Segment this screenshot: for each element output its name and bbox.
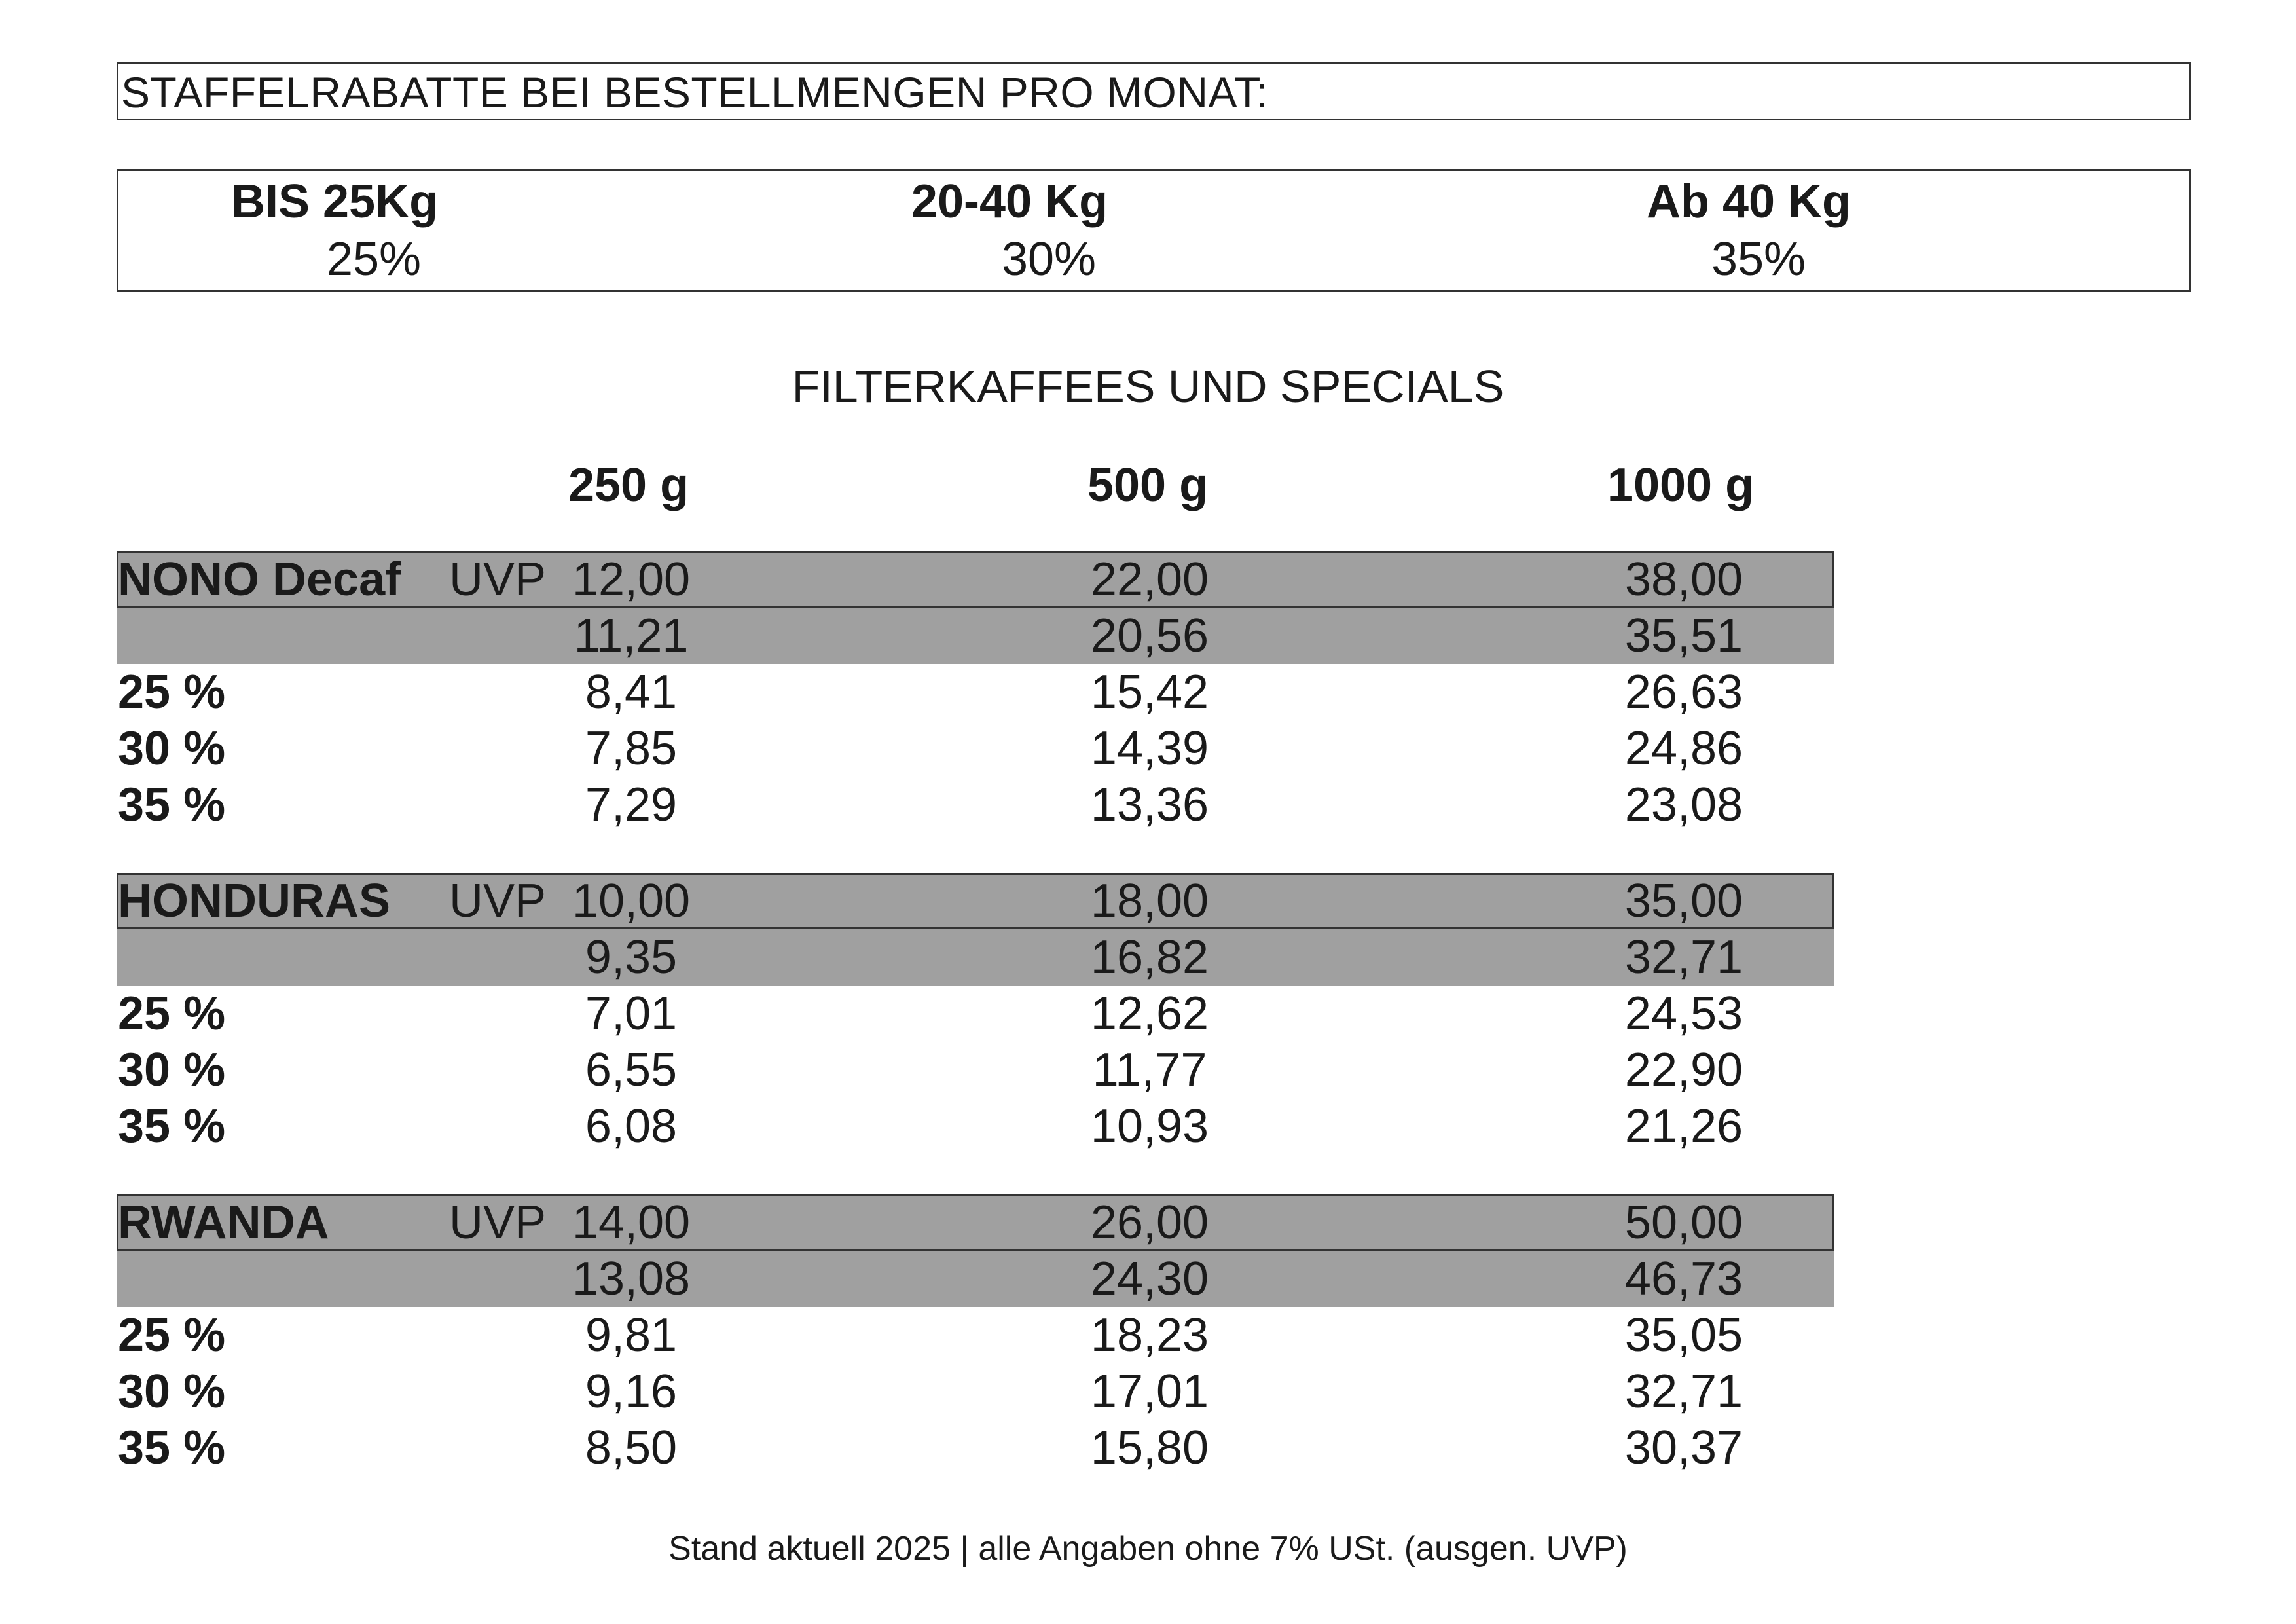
uvp-price: 38,00 xyxy=(1624,553,1743,606)
discount-price: 32,71 xyxy=(1624,1365,1743,1418)
discount-price: 17,01 xyxy=(1090,1365,1209,1418)
column-header: 250 g xyxy=(568,459,689,511)
headline: STAFFELRABATTE BEI BESTELLMENGEN PRO MONAT: xyxy=(121,68,1269,117)
discount-label: 35 % xyxy=(118,1100,226,1153)
uvp-price: 14,00 xyxy=(572,1196,691,1249)
discount-price: 8,41 xyxy=(585,666,678,718)
uvp-price: 50,00 xyxy=(1624,1196,1743,1249)
section-title: FILTERKAFFEES UND SPECIALS xyxy=(792,361,1504,412)
discount-label: 30 % xyxy=(118,1365,226,1418)
discount-price: 7,29 xyxy=(585,779,678,831)
tier-percent: 30% xyxy=(1001,233,1097,286)
net-price: 24,30 xyxy=(1090,1253,1209,1305)
discount-price: 30,37 xyxy=(1624,1422,1743,1474)
discount-price: 11,77 xyxy=(1092,1044,1207,1096)
product-name: RWANDA xyxy=(118,1196,329,1249)
discount-label: 30 % xyxy=(118,722,226,775)
uvp-label: UVP xyxy=(449,1196,547,1249)
tier-percent: 35% xyxy=(1711,233,1806,286)
discount-price: 7,01 xyxy=(585,987,678,1040)
discount-price: 6,55 xyxy=(585,1044,678,1096)
discount-price: 8,50 xyxy=(585,1422,678,1474)
net-price: 20,56 xyxy=(1090,610,1209,662)
tier-label: BIS 25Kg xyxy=(230,175,439,228)
uvp-price: 12,00 xyxy=(572,553,691,606)
net-price: 11,21 xyxy=(574,610,689,662)
uvp-label: UVP xyxy=(449,875,547,927)
discount-price: 7,85 xyxy=(585,722,678,775)
tier-percent: 25% xyxy=(326,233,422,286)
discount-price: 9,81 xyxy=(585,1309,678,1361)
discount-label: 30 % xyxy=(118,1044,226,1096)
discount-price: 9,16 xyxy=(585,1365,678,1418)
discount-label: 35 % xyxy=(118,1422,226,1474)
discount-price: 12,62 xyxy=(1090,987,1209,1040)
discount-price: 13,36 xyxy=(1090,779,1209,831)
uvp-price: 22,00 xyxy=(1090,553,1209,606)
product-name: HONDURAS xyxy=(118,875,391,927)
tier-label: 20-40 Kg xyxy=(911,175,1108,228)
discount-tiers xyxy=(117,169,2191,292)
net-price: 35,51 xyxy=(1624,610,1743,662)
discount-price: 24,86 xyxy=(1624,722,1743,775)
uvp-label: UVP xyxy=(449,553,547,606)
discount-price: 24,53 xyxy=(1624,987,1743,1040)
tier-label: Ab 40 Kg xyxy=(1646,175,1851,228)
net-price: 32,71 xyxy=(1624,931,1743,984)
uvp-price: 35,00 xyxy=(1624,875,1743,927)
discount-price: 21,26 xyxy=(1624,1100,1743,1153)
discount-price: 35,05 xyxy=(1624,1309,1743,1361)
discount-label: 25 % xyxy=(118,987,226,1040)
discount-price: 26,63 xyxy=(1624,666,1743,718)
discount-price: 10,93 xyxy=(1090,1100,1209,1153)
uvp-price: 26,00 xyxy=(1090,1196,1209,1249)
uvp-price: 18,00 xyxy=(1090,875,1209,927)
headline-box xyxy=(117,62,2191,120)
discount-label: 35 % xyxy=(118,779,226,831)
discount-label: 25 % xyxy=(118,666,226,718)
discount-price: 22,90 xyxy=(1624,1044,1743,1096)
column-header: 1000 g xyxy=(1607,459,1755,511)
discount-label: 25 % xyxy=(118,1309,226,1361)
net-price: 9,35 xyxy=(585,931,678,984)
column-header: 500 g xyxy=(1087,459,1209,511)
net-price: 13,08 xyxy=(572,1253,691,1305)
discount-price: 14,39 xyxy=(1090,722,1209,775)
discount-price: 15,42 xyxy=(1090,666,1209,718)
discount-price: 6,08 xyxy=(585,1100,678,1153)
net-price: 46,73 xyxy=(1624,1253,1743,1305)
discount-price: 15,80 xyxy=(1090,1422,1209,1474)
net-price: 16,82 xyxy=(1090,931,1209,984)
product-name: NONO Decaf xyxy=(118,553,401,606)
discount-price: 18,23 xyxy=(1090,1309,1209,1361)
uvp-price: 10,00 xyxy=(572,875,691,927)
footer-note: Stand aktuell 2025 | alle Angaben ohne 7% USt. (ausgen. UVP) xyxy=(668,1530,1628,1568)
discount-price: 23,08 xyxy=(1624,779,1743,831)
